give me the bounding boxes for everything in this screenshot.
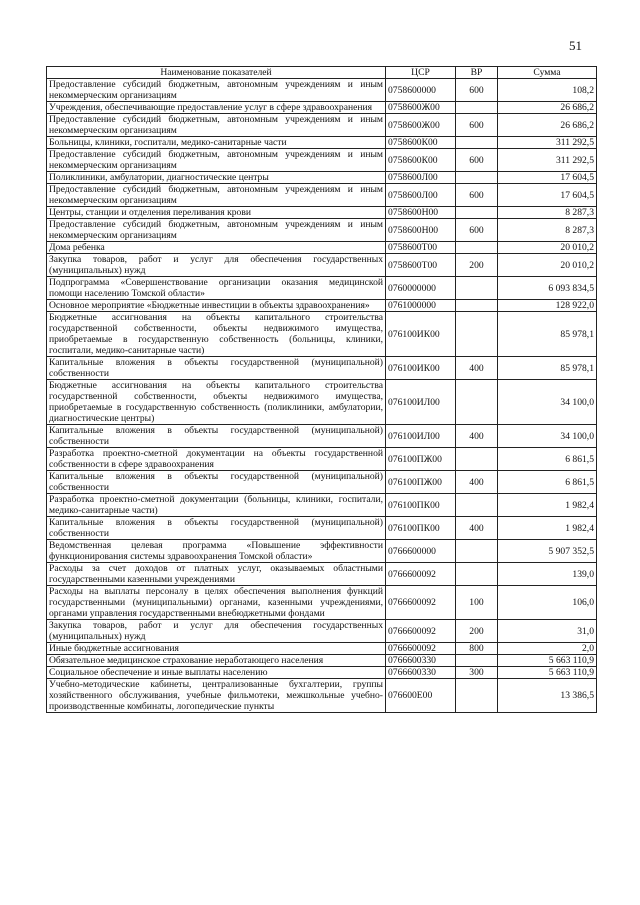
table-row — [47, 563, 597, 586]
cell-code: 0760000000 — [386, 277, 456, 300]
cell-vr — [456, 102, 498, 114]
table-row — [47, 254, 597, 277]
cell-code: 0758600Л00 — [386, 184, 456, 207]
cell-sum: 6 861,5 — [498, 448, 597, 471]
table-row — [47, 172, 597, 184]
cell-name: Разработка проектно-сметной документации (больницы, клиники, госпитали, медико-санитарные части) — [47, 494, 386, 517]
cell-name: Поликлиники, амбулатории, диагностические центры — [47, 172, 386, 184]
cell-vr — [456, 242, 498, 254]
cell-code: 076100ИК00 — [386, 357, 456, 380]
cell-code: 0758600Ж00 — [386, 114, 456, 137]
cell-code: 076100ПК00 — [386, 517, 456, 540]
cell-name: Учреждения, обеспечивающие предоставление услуг в сфере здравоохранения — [47, 102, 386, 114]
cell-vr — [456, 494, 498, 517]
cell-code: 076100ИЛ00 — [386, 425, 456, 448]
cell-sum: 106,0 — [498, 586, 597, 620]
cell-sum: 6 861,5 — [498, 471, 597, 494]
cell-sum: 34 100,0 — [498, 425, 597, 448]
table-row — [47, 184, 597, 207]
table-row — [47, 114, 597, 137]
table-row — [47, 149, 597, 172]
cell-code: 0761000000 — [386, 300, 456, 312]
cell-sum: 13 386,5 — [498, 679, 597, 713]
cell-sum: 31,0 — [498, 620, 597, 643]
cell-name: Предоставление субсидий бюджетным, автономным учреждениям и иным некоммерческим организациям — [47, 184, 386, 207]
cell-vr: 800 — [456, 643, 498, 655]
cell-name: Капитальные вложения в объекты государственной (муниципальной) собственности — [47, 425, 386, 448]
table-row — [47, 471, 597, 494]
cell-sum: 26 686,2 — [498, 102, 597, 114]
header-code: ЦСР — [386, 67, 456, 79]
table-row — [47, 448, 597, 471]
cell-sum: 311 292,5 — [498, 149, 597, 172]
cell-name: Больницы, клиники, госпитали, медико-санитарные части — [47, 137, 386, 149]
cell-code: 0758600Л00 — [386, 172, 456, 184]
table-row — [47, 137, 597, 149]
cell-sum: 108,2 — [498, 79, 597, 102]
cell-code: 0758600Н00 — [386, 207, 456, 219]
cell-sum: 5 907 352,5 — [498, 540, 597, 563]
table-row — [47, 357, 597, 380]
cell-sum: 1 982,4 — [498, 517, 597, 540]
table-row — [47, 380, 597, 425]
cell-vr — [456, 137, 498, 149]
cell-name: Бюджетные ассигнования на объекты капитального строительства государственной собственности, объекты недвижимого имущества, приобретаемые в государственную собственность (больницы, клиники, госпитали, медико-санитарные части) — [47, 312, 386, 357]
cell-sum: 139,0 — [498, 563, 597, 586]
cell-vr: 400 — [456, 425, 498, 448]
cell-code: 076100ПК00 — [386, 494, 456, 517]
cell-name: Расходы за счет доходов от платных услуг, оказываемых областными государственными казенными учреждениями — [47, 563, 386, 586]
cell-code: 0766600092 — [386, 620, 456, 643]
cell-vr: 400 — [456, 471, 498, 494]
cell-code: 0766600330 — [386, 667, 456, 679]
cell-code: 076100ПЖ00 — [386, 471, 456, 494]
cell-vr — [456, 540, 498, 563]
cell-vr: 600 — [456, 149, 498, 172]
table-row — [47, 517, 597, 540]
header-vr: ВР — [456, 67, 498, 79]
cell-sum: 20 010,2 — [498, 242, 597, 254]
cell-name: Закупка товаров, работ и услуг для обеспечения государственных (муниципальных) нужд — [47, 254, 386, 277]
cell-vr: 600 — [456, 79, 498, 102]
cell-code: 0758600К00 — [386, 149, 456, 172]
cell-name: Капитальные вложения в объекты государственной (муниципальной) собственности — [47, 517, 386, 540]
cell-code: 076600Е00 — [386, 679, 456, 713]
cell-name: Ведомственная целевая программа «Повышение эффективности функционирования системы здравоохранения Томской области» — [47, 540, 386, 563]
cell-name: Социальное обеспечение и иные выплаты населению — [47, 667, 386, 679]
table-row — [47, 425, 597, 448]
cell-sum: 311 292,5 — [498, 137, 597, 149]
cell-name: Бюджетные ассигнования на объекты капитального строительства государственной собственности, объекты недвижимого имущества, приобретаемые в государственную собственность (поликлиники, амбулатории, диагностические центры) — [47, 380, 386, 425]
cell-sum: 17 604,5 — [498, 172, 597, 184]
cell-code: 0758600Ж00 — [386, 102, 456, 114]
table-row — [47, 655, 597, 667]
cell-vr — [456, 172, 498, 184]
cell-code: 0766600092 — [386, 643, 456, 655]
cell-sum: 85 978,1 — [498, 357, 597, 380]
header-row — [47, 67, 597, 79]
cell-vr — [456, 300, 498, 312]
table-row — [47, 620, 597, 643]
cell-sum: 1 982,4 — [498, 494, 597, 517]
budget-table — [46, 66, 597, 713]
cell-vr — [456, 277, 498, 300]
cell-vr: 200 — [456, 254, 498, 277]
cell-code: 0766600092 — [386, 563, 456, 586]
table-row — [47, 219, 597, 242]
cell-vr — [456, 679, 498, 713]
cell-sum: 20 010,2 — [498, 254, 597, 277]
cell-vr — [456, 380, 498, 425]
cell-vr — [456, 563, 498, 586]
cell-sum: 8 287,3 — [498, 207, 597, 219]
cell-vr: 600 — [456, 184, 498, 207]
cell-code: 0758600Н00 — [386, 219, 456, 242]
header-sum: Сумма — [498, 67, 597, 79]
cell-vr: 400 — [456, 517, 498, 540]
cell-name: Капитальные вложения в объекты государственной (муниципальной) собственности — [47, 357, 386, 380]
table-row — [47, 207, 597, 219]
cell-vr: 600 — [456, 114, 498, 137]
cell-vr: 400 — [456, 357, 498, 380]
cell-vr — [456, 312, 498, 357]
cell-code: 0766600000 — [386, 540, 456, 563]
cell-sum: 8 287,3 — [498, 219, 597, 242]
cell-code: 0758600000 — [386, 79, 456, 102]
table-row — [47, 102, 597, 114]
cell-name: Расходы на выплаты персоналу в целях обеспечения выполнения функций государственными (муниципальными) органами, казенными учреждениями, органами управления государственными внебюджетными фондами — [47, 586, 386, 620]
cell-sum: 34 100,0 — [498, 380, 597, 425]
cell-name: Центры, станции и отделения переливания крови — [47, 207, 386, 219]
cell-code: 076100ИЛ00 — [386, 380, 456, 425]
table-row — [47, 300, 597, 312]
cell-name: Основное мероприятие «Бюджетные инвестиции в объекты здравоохранения» — [47, 300, 386, 312]
cell-name: Дома ребенка — [47, 242, 386, 254]
cell-sum: 6 093 834,5 — [498, 277, 597, 300]
table-row — [47, 242, 597, 254]
cell-code: 0758600К00 — [386, 137, 456, 149]
cell-name: Разработка проектно-сметной документации на объекты государственной собственности в сфере здравоохранения — [47, 448, 386, 471]
table-row — [47, 667, 597, 679]
cell-name: Учебно-методические кабинеты, централизованные бухгалтерии, группы хозяйственного обслуживания, учебные фильмотеки, межшкольные учебно-производственные комбинаты, логопедические пункты — [47, 679, 386, 713]
cell-name: Закупка товаров, работ и услуг для обеспечения государственных (муниципальных) нужд — [47, 620, 386, 643]
table-row — [47, 79, 597, 102]
table-row — [47, 679, 597, 713]
table-row — [47, 586, 597, 620]
cell-sum: 26 686,2 — [498, 114, 597, 137]
cell-code: 0766600330 — [386, 655, 456, 667]
cell-vr — [456, 655, 498, 667]
table-row — [47, 643, 597, 655]
page-number: 51 — [569, 38, 582, 53]
cell-vr: 300 — [456, 667, 498, 679]
cell-code: 076100ПЖ00 — [386, 448, 456, 471]
table-body — [47, 79, 597, 713]
cell-name: Предоставление субсидий бюджетным, автономным учреждениям и иным некоммерческим организациям — [47, 114, 386, 137]
cell-sum: 85 978,1 — [498, 312, 597, 357]
cell-code: 0758600Т00 — [386, 254, 456, 277]
cell-name: Иные бюджетные ассигнования — [47, 643, 386, 655]
cell-name: Капитальные вложения в объекты государственной (муниципальной) собственности — [47, 471, 386, 494]
cell-name: Обязательное медицинское страхование неработающего населения — [47, 655, 386, 667]
cell-vr: 100 — [456, 586, 498, 620]
cell-name: Подпрограмма «Совершенствование организации оказания медицинской помощи населению Томской области» — [47, 277, 386, 300]
cell-sum: 128 922,0 — [498, 300, 597, 312]
cell-sum: 2,0 — [498, 643, 597, 655]
header-name: Наименование показателей — [47, 67, 386, 79]
cell-name: Предоставление субсидий бюджетным, автономным учреждениям и иным некоммерческим организациям — [47, 149, 386, 172]
table-row — [47, 312, 597, 357]
cell-vr — [456, 448, 498, 471]
cell-code: 0758600Т00 — [386, 242, 456, 254]
cell-sum: 5 663 110,9 — [498, 667, 597, 679]
table-row — [47, 494, 597, 517]
cell-vr: 200 — [456, 620, 498, 643]
cell-code: 0766600092 — [386, 586, 456, 620]
cell-name: Предоставление субсидий бюджетным, автономным учреждениям и иным некоммерческим организациям — [47, 79, 386, 102]
cell-code: 076100ИК00 — [386, 312, 456, 357]
table-row — [47, 540, 597, 563]
cell-vr: 600 — [456, 219, 498, 242]
cell-sum: 5 663 110,9 — [498, 655, 597, 667]
cell-name: Предоставление субсидий бюджетным, автономным учреждениям и иным некоммерческим организациям — [47, 219, 386, 242]
cell-vr — [456, 207, 498, 219]
table-row — [47, 277, 597, 300]
cell-sum: 17 604,5 — [498, 184, 597, 207]
